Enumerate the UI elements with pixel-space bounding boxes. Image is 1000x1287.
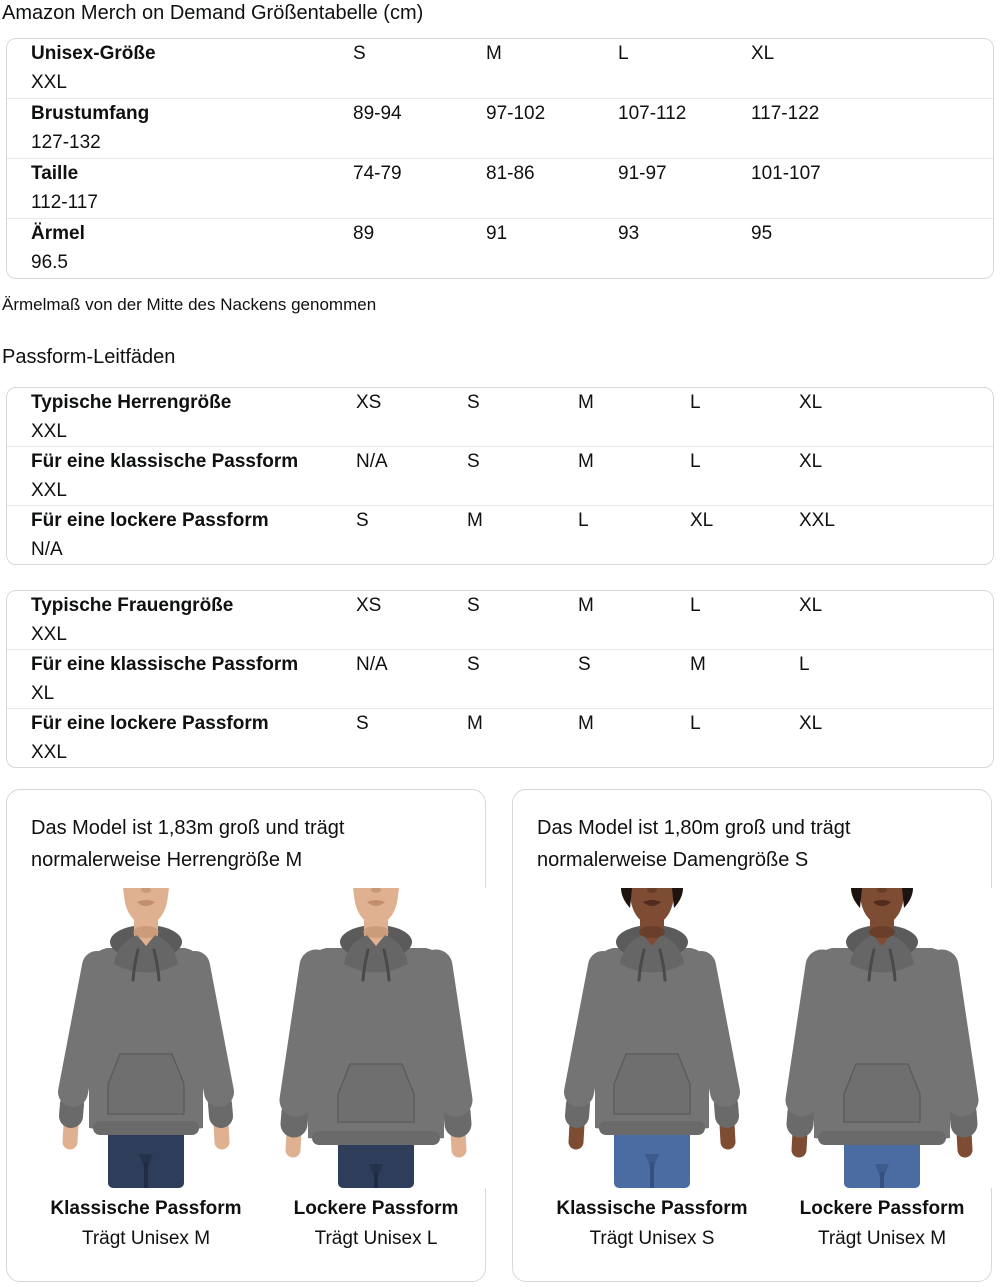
- page-title: Amazon Merch on Demand Größentabelle (cm): [2, 2, 424, 24]
- row-value: S: [353, 42, 366, 64]
- wears-label: Trägt Unisex L: [314, 1228, 438, 1249]
- row-value: XL: [690, 509, 714, 531]
- row-value: XXL: [31, 479, 67, 501]
- row-value: 74-79: [353, 162, 402, 184]
- model-photo: [261, 888, 491, 1188]
- wears-label: Trägt Unisex M: [817, 1228, 947, 1249]
- hoodie-model-classic-fit-photo: [31, 888, 261, 1188]
- row-value: 107-112: [618, 102, 687, 124]
- row-value: M: [578, 712, 594, 734]
- row-value: L: [690, 594, 701, 616]
- row-value: XL: [751, 42, 775, 64]
- wears-label: Trägt Unisex S: [589, 1228, 715, 1249]
- row-value: 89-94: [353, 102, 402, 124]
- table-row: [7, 218, 993, 278]
- row-value: L: [690, 712, 701, 734]
- row-value: M: [467, 712, 483, 734]
- row-value: S: [578, 653, 591, 675]
- row-value: M: [486, 42, 502, 64]
- model-card: [6, 789, 486, 1282]
- row-value: N/A: [356, 450, 388, 472]
- row-value: XXL: [31, 72, 67, 94]
- row-value: S: [356, 509, 369, 531]
- row-value: XXL: [31, 420, 67, 442]
- sleeve-note: Ärmelmaß von der Mitte des Nackens genommen: [2, 295, 377, 314]
- table-row: [7, 98, 993, 158]
- fit-label: Lockere Passform: [799, 1198, 965, 1219]
- wears-label: Trägt Unisex M: [81, 1228, 211, 1249]
- row-label: Taille: [31, 162, 79, 184]
- row-label: Unisex-Größe: [31, 42, 156, 64]
- fit-section-title: Passform-Leitfäden: [2, 346, 176, 368]
- hoodie-model-classic-fit-photo: [537, 888, 767, 1188]
- table-row: [7, 388, 993, 446]
- fit-table-herren: [6, 387, 994, 565]
- row-value: 117-122: [751, 102, 820, 124]
- table-row: [7, 505, 993, 564]
- model-photo: [767, 888, 997, 1188]
- row-label: Ärmel: [31, 222, 85, 244]
- row-value: L: [799, 653, 810, 675]
- table-row: [7, 708, 993, 767]
- model-card: [512, 789, 992, 1282]
- row-value: XS: [356, 391, 382, 413]
- row-value: XXL: [31, 623, 67, 645]
- row-value: 91-97: [618, 162, 667, 184]
- row-value: L: [618, 42, 629, 64]
- model-figure: [767, 888, 997, 1254]
- row-value: XXL: [799, 509, 835, 531]
- row-label: Brustumfang: [31, 102, 150, 124]
- row-value: 89: [353, 222, 375, 244]
- model-photo: [537, 888, 767, 1188]
- table-row: [7, 446, 993, 505]
- row-label: Für eine lockere Passform: [31, 509, 269, 531]
- row-value: 91: [486, 222, 508, 244]
- row-value: L: [578, 509, 589, 531]
- model-photo: [31, 888, 261, 1188]
- row-label: Für eine klassische Passform: [31, 653, 299, 675]
- table-row: [7, 649, 993, 708]
- row-value: 101-107: [751, 162, 821, 184]
- row-value: N/A: [356, 653, 388, 675]
- card-heading: Das Model ist 1,83m groß und trägt normalerweise Herrengröße M: [31, 817, 345, 871]
- row-value: S: [467, 450, 480, 472]
- fit-table-frauen: [6, 590, 994, 768]
- row-value: M: [467, 509, 483, 531]
- row-value: 95: [751, 222, 773, 244]
- hoodie-model-loose-fit-photo: [767, 888, 997, 1188]
- row-value: S: [467, 391, 480, 413]
- row-value: XXL: [31, 741, 67, 763]
- row-value: XL: [799, 450, 823, 472]
- row-value: 93: [618, 222, 640, 244]
- fit-label: Lockere Passform: [293, 1198, 459, 1219]
- row-value: M: [578, 391, 594, 413]
- model-figure: [261, 888, 491, 1254]
- table-row: [7, 591, 993, 649]
- fit-label: Klassische Passform: [556, 1198, 748, 1219]
- row-label: Typische Frauengröße: [31, 594, 234, 616]
- row-value: XL: [799, 594, 823, 616]
- row-value: M: [690, 653, 706, 675]
- figures-row: [31, 888, 461, 1254]
- card-heading: Das Model ist 1,80m groß und trägt normalerweise Damengröße S: [537, 817, 851, 871]
- row-value: S: [356, 712, 369, 734]
- row-value: XL: [31, 682, 55, 704]
- hoodie-model-loose-fit-photo: [261, 888, 491, 1188]
- model-cards: [6, 789, 994, 1282]
- row-value: XS: [356, 594, 382, 616]
- row-value: XL: [799, 712, 823, 734]
- row-value: M: [578, 594, 594, 616]
- fit-label: Klassische Passform: [50, 1198, 242, 1219]
- table-row: [7, 158, 993, 218]
- row-value: S: [467, 594, 480, 616]
- row-value: 127-132: [31, 132, 101, 154]
- row-value: 97-102: [486, 102, 546, 124]
- table-row: [7, 39, 993, 98]
- model-figure: [537, 888, 767, 1254]
- model-figure: [31, 888, 261, 1254]
- row-value: XL: [799, 391, 823, 413]
- row-value: S: [467, 653, 480, 675]
- row-value: 112-117: [31, 192, 98, 214]
- row-value: 81-86: [486, 162, 535, 184]
- row-label: Typische Herrengröße: [31, 391, 232, 413]
- figures-row: [537, 888, 967, 1254]
- row-value: N/A: [31, 538, 63, 560]
- row-value: M: [578, 450, 594, 472]
- row-label: Für eine klassische Passform: [31, 450, 299, 472]
- row-value: L: [690, 391, 701, 413]
- row-value: 96.5: [31, 252, 68, 274]
- unisex-size-table: [6, 38, 994, 279]
- row-label: Für eine lockere Passform: [31, 712, 269, 734]
- row-value: L: [690, 450, 701, 472]
